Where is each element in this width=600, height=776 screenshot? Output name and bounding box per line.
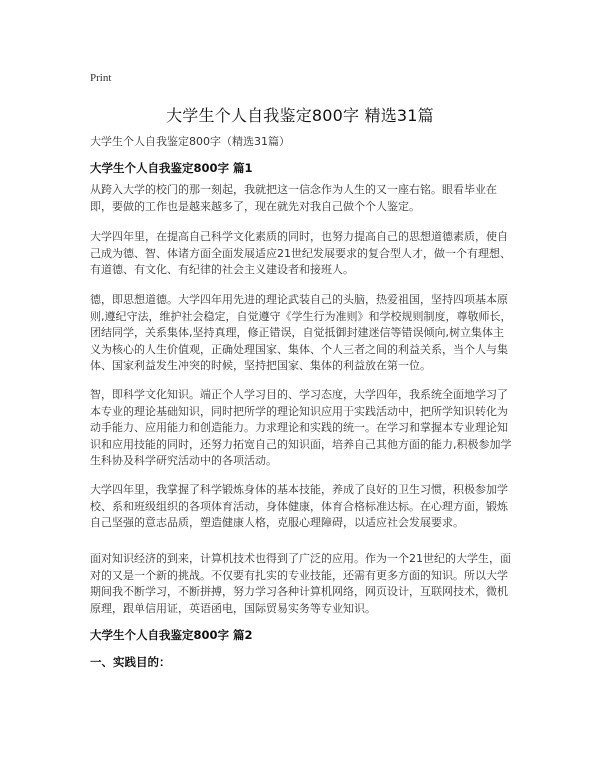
section-heading-2: 大学生个人自我鉴定800字 篇2 xyxy=(90,628,253,642)
paragraph: 大学四年里，我掌握了科学锻炼身体的基本技能，养成了良好的卫生习惯，积极参加学校、系和班级组织的各项体育活动，身体健康，体育合格标准达标。在心理方面，锻炼自己坚强的意志品质，塑造健康人格，克服心理障碍，以适应社会发展要求。 xyxy=(90,483,508,529)
paragraph: 大学四年里，在提高自己科学文化素质的同时，也努力提高自己的思想道德素质，使自己成为德、智、体诸方面全面发展适应21世纪发展要求的复合型人才，做一个有理想、有道德、有文化、有纪律的社会主义建设者和接班人。 xyxy=(90,230,511,276)
page-title: 大学生个人自我鉴定800字 精选31篇 xyxy=(166,106,434,125)
print-link[interactable]: Print xyxy=(90,72,112,84)
section-subheading: 一、实践目的： xyxy=(90,655,171,669)
paragraph: 智，即科学文化知识。端正个人学习目的、学习态度，大学四年，我系统全面地学习了本专业的理论基础知识，同时把所学的理论知识应用于实践活动中，把所学知识转化为动手能力、应用能力和创造能力。力求理论和实践的统一。在学习和掌握本专业理论知识和应用技能的同时，还努力拓宽自己的知识面，培养自己其他方面的能力,积极参加学生科协及科学研究活动中的各项活动。 xyxy=(90,388,512,467)
paragraph: 从跨入大学的校门的那一刻起，我就把这一信念作为人生的又一座右铭。眼看毕业在即，要做的工作也是越来越多了，现在就先对我自己做个个人鉴定。 xyxy=(90,183,497,213)
paragraph: 德，即思想道德。大学四年用先进的理论武装自己的头脑，热爱祖国，坚持四项基本原则,遵纪守法，维护社会稳定，自觉遵守《学生行为准则》和学校规则制度，尊敬师长，团结同学，关系集体,坚持真理，修正错误，自觉抵御封建迷信等错误倾向,树立集体主义为核心的人生价值观，正确处理国家、集体、个人三者之间的利益关系，当个人与集体、国家利益发生冲突的时候，坚持把国家、集体的利益放在第一位。 xyxy=(90,293,512,372)
document-subtitle: 大学生个人自我鉴定800字（精选31篇） xyxy=(90,135,290,148)
paragraph: 面对知识经济的到来，计算机技术也得到了广泛的应用。作为一个21世纪的大学生，面对的又是一个新的挑战。不仅要有扎实的专业技能，还需有更多方面的知识。所以大学期间我不断学习，不断拼搏，努力学习各种计算机网络，网页设计，互联网技术，微机原理，跟单信用证，英语函电，国际贸易实务等专业知识。 xyxy=(90,552,511,615)
section-heading-1: 大学生个人自我鉴定800字 篇1 xyxy=(90,161,253,175)
